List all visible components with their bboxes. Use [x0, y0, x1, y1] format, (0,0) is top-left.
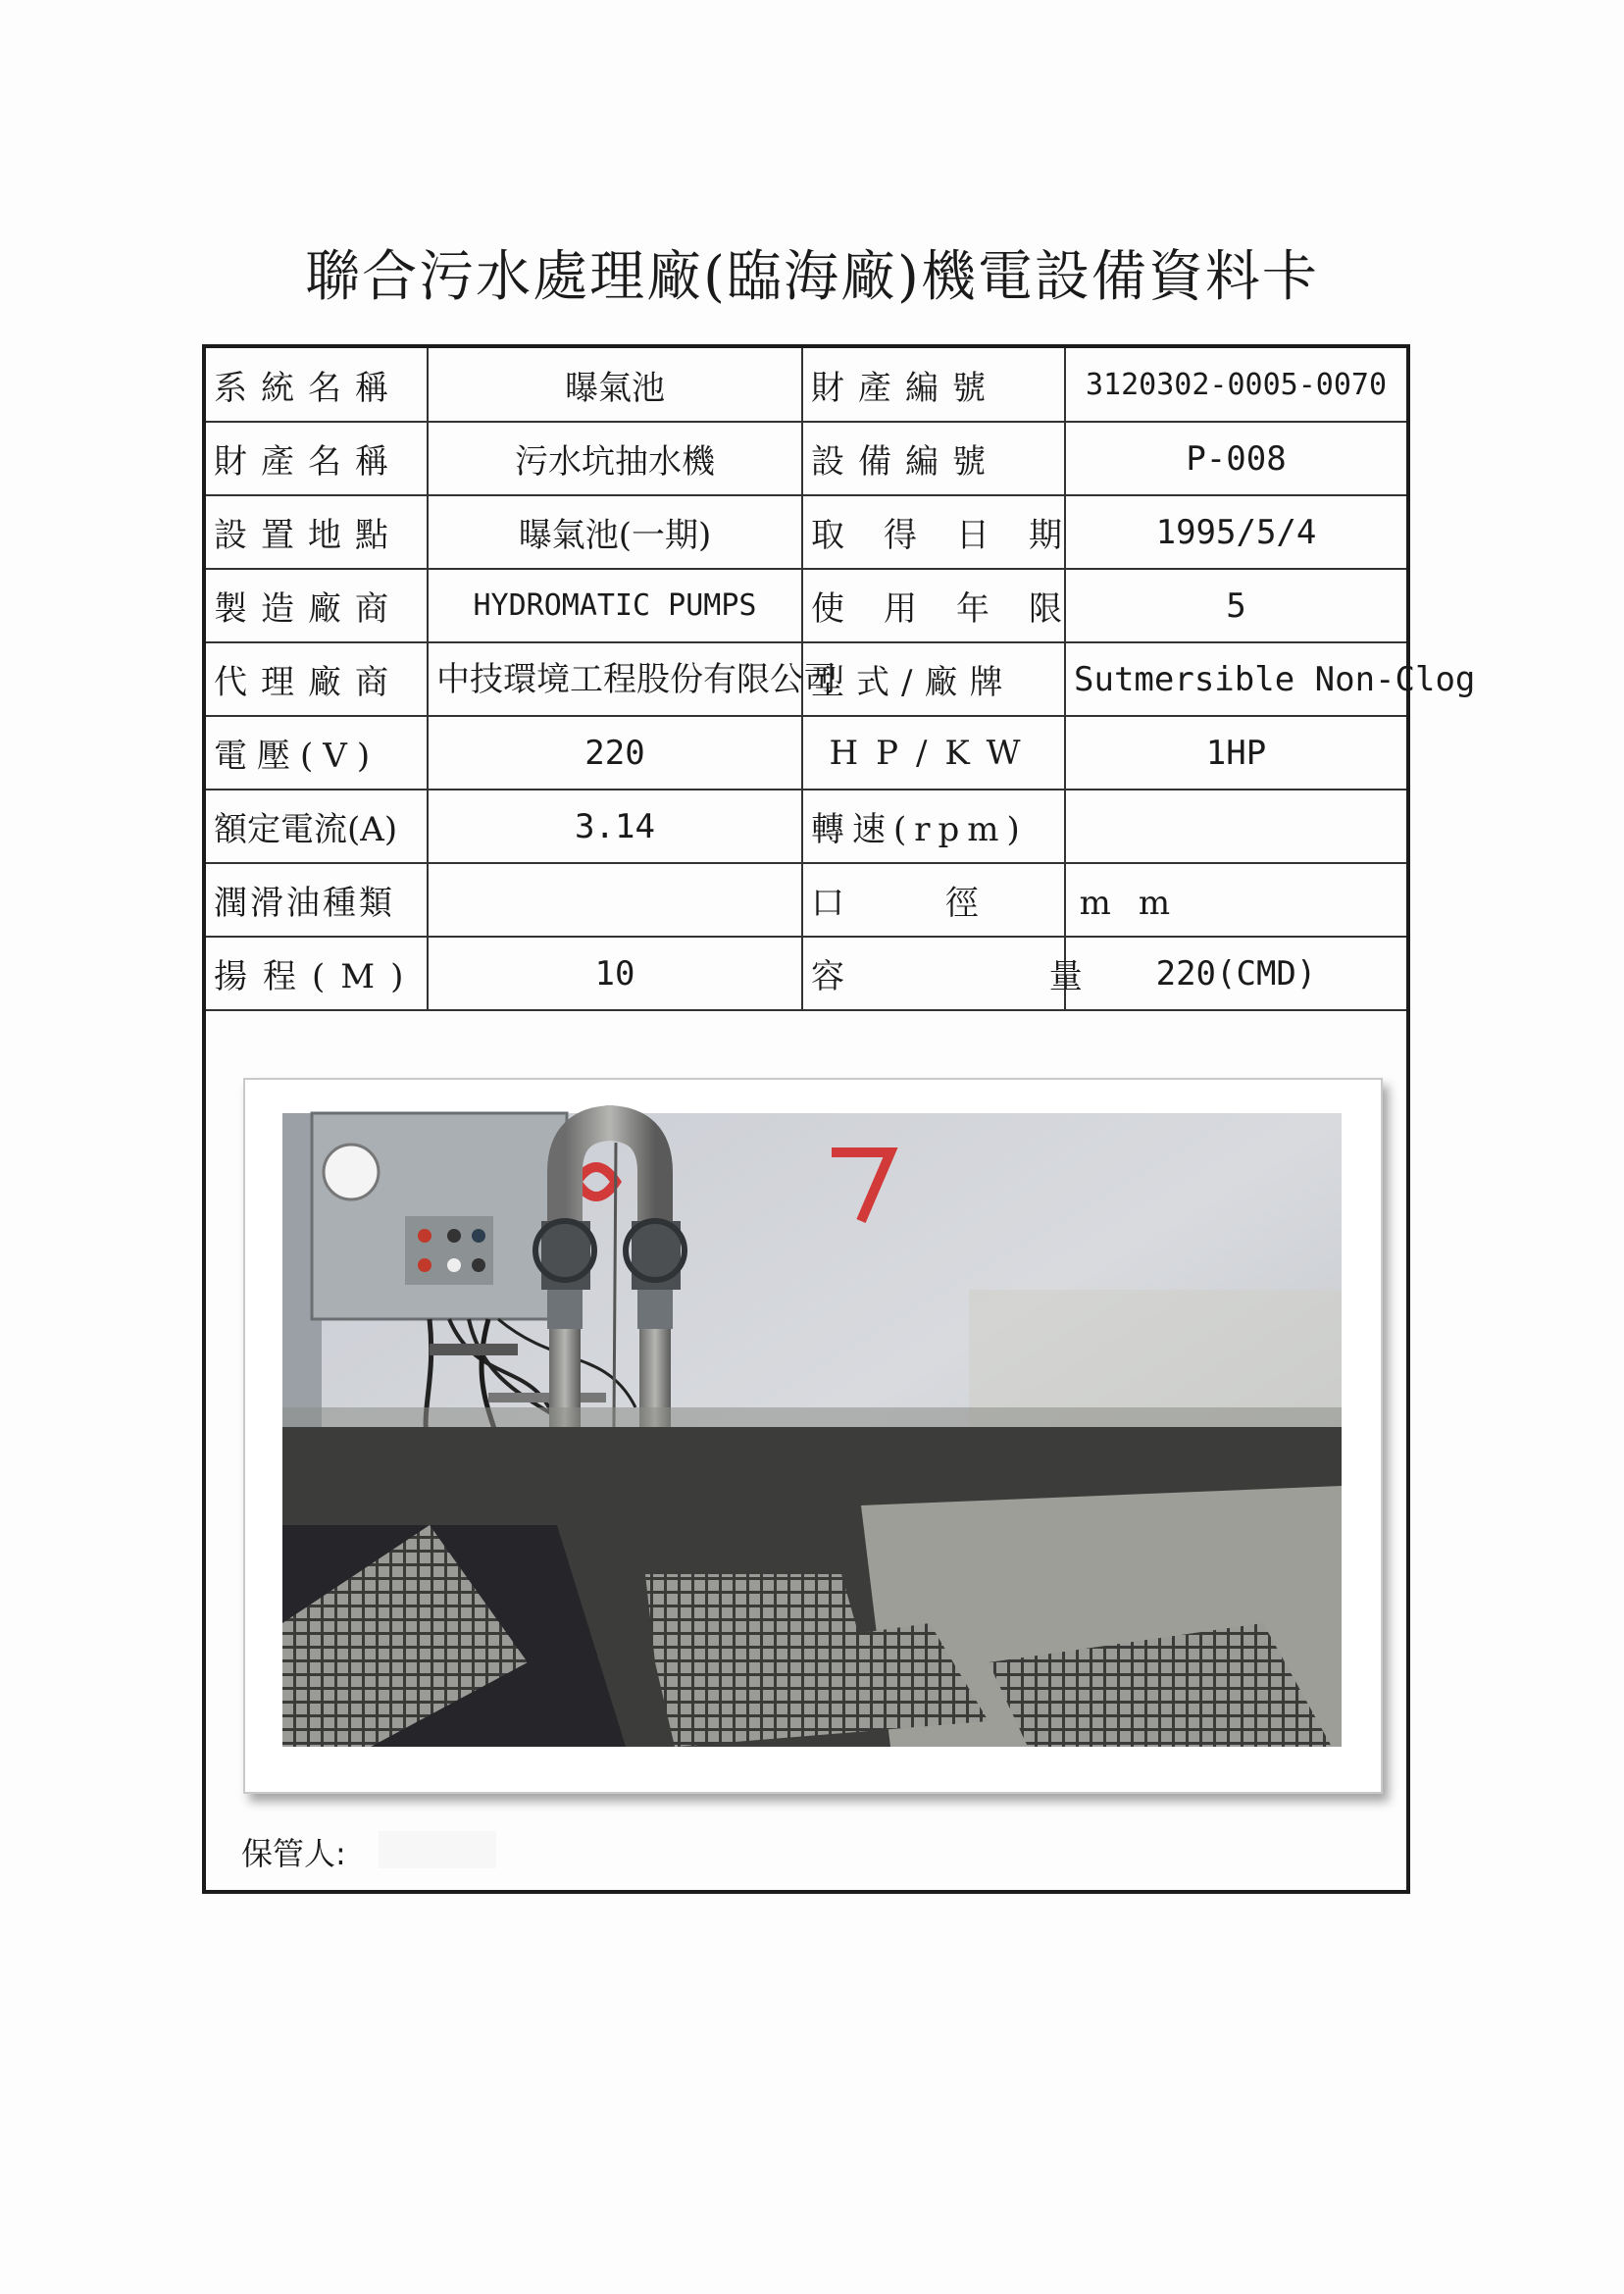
- field-label: 轉速(rpm): [802, 790, 1065, 863]
- field-value: 1995/5/4: [1065, 495, 1406, 569]
- page-title: 聯合污水處理廠(臨海廠)機電設備資料卡: [305, 245, 1319, 309]
- field-value: Sutmersible Non-Clog: [1065, 642, 1406, 716]
- field-value: 3.14: [428, 790, 802, 863]
- field-label: 財產編號: [802, 348, 1065, 422]
- pump-pit-photo: [282, 1113, 1342, 1747]
- field-value: HYDROMATIC PUMPS: [428, 569, 802, 642]
- field-label: 容 量: [802, 937, 1065, 1010]
- field-value: 1HP: [1065, 716, 1406, 790]
- keeper-signature-field: [379, 1831, 496, 1868]
- field-label: 型式/廠牌: [802, 642, 1065, 716]
- field-label: 財產名稱: [206, 422, 428, 495]
- field-label: 口 徑 mm: [802, 863, 1065, 937]
- table-row: [206, 495, 1406, 569]
- field-value: 3120302-0005-0070: [1065, 348, 1406, 422]
- field-label: 潤滑油種類: [206, 863, 428, 937]
- field-value: [1065, 790, 1406, 863]
- photo-frame: [243, 1078, 1383, 1794]
- field-value: [428, 863, 802, 937]
- field-label: 設置地點: [206, 495, 428, 569]
- field-label: 設備編號: [802, 422, 1065, 495]
- field-label: HP/KW: [802, 716, 1065, 790]
- table-row: [206, 937, 1406, 1010]
- field-value: 220(CMD): [1065, 937, 1406, 1010]
- field-label: 額定電流(A): [206, 790, 428, 863]
- field-label: 使用年限: [802, 569, 1065, 642]
- field-value: 中技環境工程股份有限公司: [428, 642, 802, 716]
- table-row: [206, 422, 1406, 495]
- equipment-data-card: [202, 344, 1476, 1894]
- table-row: [206, 642, 1406, 716]
- keeper-label: 保管人:: [241, 1835, 346, 1872]
- field-value: P-008: [1065, 422, 1406, 495]
- field-label: 揚程(M): [206, 937, 428, 1010]
- field-label: 取得日期: [802, 495, 1065, 569]
- table-row: [206, 569, 1406, 642]
- spec-table: [206, 348, 1476, 1011]
- table-row: [206, 716, 1406, 790]
- field-label: 製造廠商: [206, 569, 428, 642]
- table-row: [206, 863, 1406, 937]
- field-value: 220: [428, 716, 802, 790]
- field-value: 曝氣池(一期): [428, 495, 802, 569]
- table-row: [206, 348, 1406, 422]
- field-value: 污水坑抽水機: [428, 422, 802, 495]
- field-label: 電壓(V): [206, 716, 428, 790]
- table-row: [206, 790, 1406, 863]
- field-value: 曝氣池: [428, 348, 802, 422]
- field-label: 系統名稱: [206, 348, 428, 422]
- field-value: 10: [428, 937, 802, 1010]
- field-label: 代理廠商: [206, 642, 428, 716]
- field-value: 5: [1065, 569, 1406, 642]
